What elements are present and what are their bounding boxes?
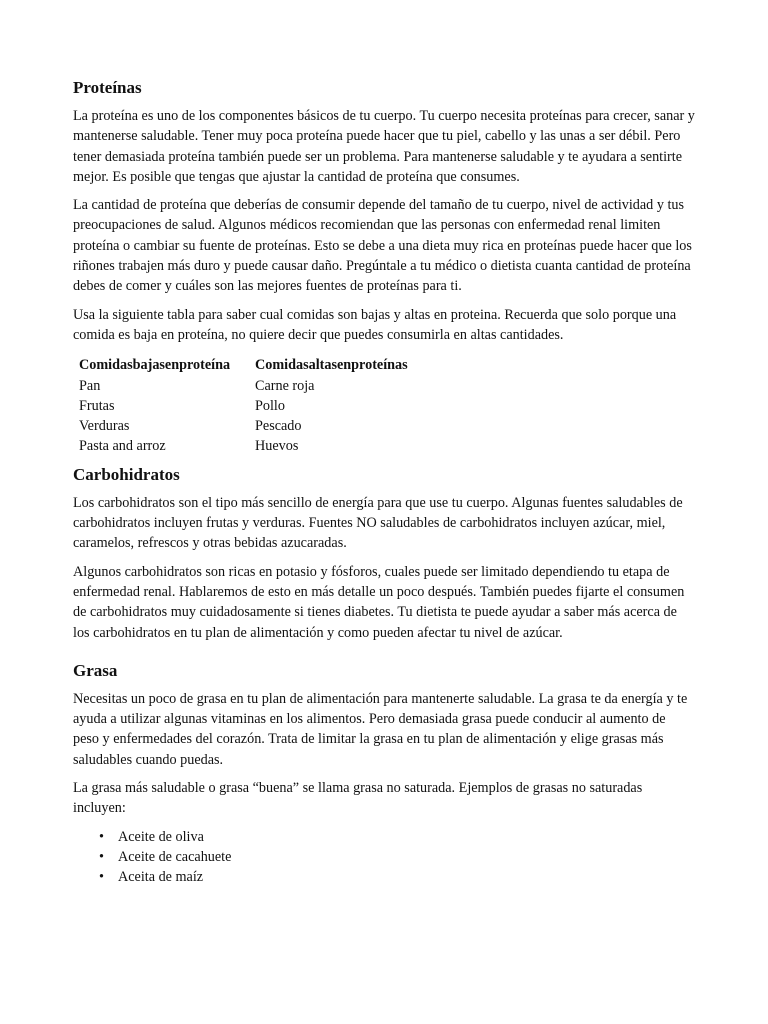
section-heading-proteinas: Proteínas xyxy=(73,78,142,97)
list-item-label: Aceita de maíz xyxy=(118,869,204,886)
paragraph: Algunos carbohidratos son ricas en potasio y fósforos, cuales puede ser limitado dependiendo tu etapa de enfermedad renal. Hablaremos de esto en más detalle un poco después. También puedes fijarte el consumen de carbohidratos muy cuidadosamente si tienes diabetes. Tu dietista te puede ayudar a saber más acerca de los carbohidratos en tu plan de alimentación y como pueden afectar tu nivel de azúcar. xyxy=(73,563,685,641)
bullet-icon: • xyxy=(99,848,104,865)
list-item-label: Aceite de oliva xyxy=(118,828,204,845)
table-cell: Pan xyxy=(79,377,101,394)
table-row xyxy=(79,436,408,456)
bullet-icon: • xyxy=(99,869,104,886)
paragraph: La grasa más saludable o grasa “buena” se llama grasa no saturada. Ejemplos de grasas no saturadas incluyen: xyxy=(73,780,643,817)
table-cell: Frutas xyxy=(79,397,115,414)
table-row xyxy=(79,376,408,396)
table-cell: Pasta and arroz xyxy=(79,438,166,455)
column-header-low-protein: Comidasbajasenproteína xyxy=(79,357,231,374)
table-cell: Carne roja xyxy=(255,377,315,394)
table-cell: Pescado xyxy=(255,418,302,435)
section-proteinas xyxy=(73,78,695,457)
table-row xyxy=(79,396,408,416)
list-item xyxy=(99,827,695,847)
paragraph: Necesitas un poco de grasa en tu plan de alimentación para mantenerte saludable. La grasa te da energía y te ayuda a utilizar algunas vitaminas en los alimentos. Pero demasiada grasa puede conducir al aumento de peso y enfermedades del corazón. Trata de limitar la grasa en tu plan de alimentación y elige grasas más saludables cuando puedas. xyxy=(73,690,688,768)
document-page xyxy=(73,78,695,888)
section-heading-grasa: Grasa xyxy=(73,660,118,680)
list-item-label: Aceite de cacahuete xyxy=(118,848,232,865)
paragraph: La cantidad de proteína que deberías de consumir depende del tamaño de tu cuerpo, nivel de actividad y tus preocupaciones de salud. Algunos médicos recomiendan que las personas con enfermedad renal limiten proteína o cambiar su fuente de proteínas. Esto se debe a una dieta muy rica en proteínas puede hacer que los riñones trabajen más duro y puede causar daño. Pregúntale a tu médico o dietista cuanta cantidad de proteína debes de comer y cuáles son las mejores fuentes de proteínas para ti. xyxy=(73,197,692,295)
section-heading-carbohidratos: Carbohidratos xyxy=(73,464,180,484)
list-item xyxy=(99,867,695,887)
paragraph: Usa la siguiente tabla para saber cual comidas son bajas y altas en proteina. Recuerda que solo porque una comida es baja en proteína, no quiere decir que puedes consumirla en altas cantidades. xyxy=(73,306,677,343)
paragraph: La proteína es uno de los componentes básicos de tu cuerpo. Tu cuerpo necesita proteínas para crecer, sanar y mantenerse saludable. Tener muy poca proteína puede hacer que tu piel, cabello y las unas a ser débil. Pero tener demasiada proteína también puede ser un problema. Para mantenerse saludable y te ayudara a sentirte mejor. Es posible que tengas que ajustar la cantidad de proteína que consumes. xyxy=(73,108,695,185)
unsaturated-fats-list xyxy=(73,827,695,888)
table-header-row xyxy=(79,355,408,375)
protein-food-table xyxy=(79,355,408,456)
table-cell: Pollo xyxy=(255,397,285,414)
bullet-icon: • xyxy=(99,828,104,845)
table-cell: Verduras xyxy=(79,418,130,435)
section-carbohidratos xyxy=(73,465,695,643)
section-grasa xyxy=(73,661,695,888)
table-row xyxy=(79,416,408,436)
paragraph: Los carbohidratos son el tipo más sencillo de energía para que use tu cuerpo. Algunas fuentes saludables de carbohidratos incluyen frutas y verduras. Fuentes NO saludables de carbohidratos incluyen azúcar, miel, caramelos, refrescos y otras bebidas azucaradas. xyxy=(73,494,683,552)
list-item xyxy=(99,847,695,867)
table-cell: Huevos xyxy=(255,438,299,455)
column-header-high-protein: Comidasaltasenproteínas xyxy=(255,357,408,374)
